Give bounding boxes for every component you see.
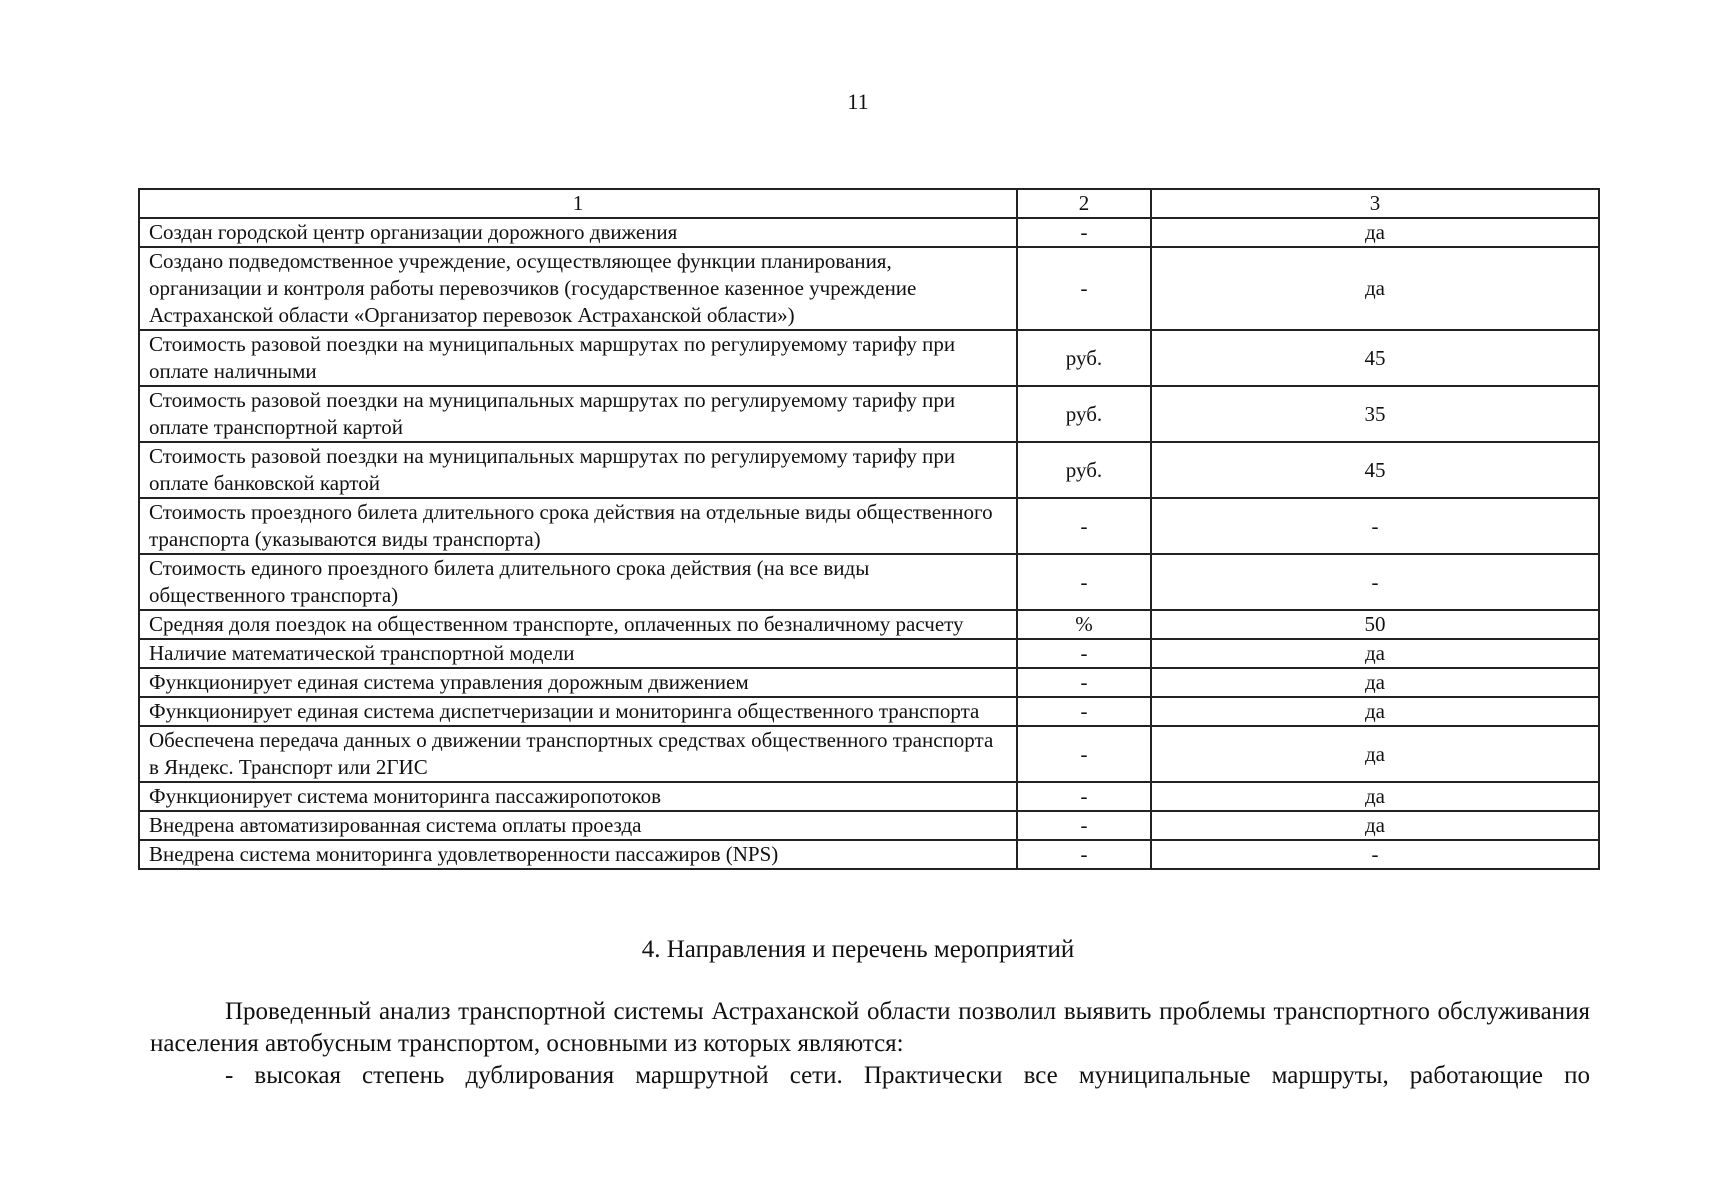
row-description: Функционирует единая система управления дорожным движением [139, 668, 1017, 697]
row-unit: руб. [1017, 386, 1151, 442]
table-row [139, 386, 1599, 442]
header-col-3: 3 [1151, 189, 1599, 218]
row-description: Стоимость разовой поездки на муниципальных маршрутах по регулируемому тарифу при оплате транспортной картой [139, 386, 1017, 442]
row-value: да [1151, 668, 1599, 697]
body-paragraph: Проведенный анализ транспортной системы Астраханской области позволил выявить проблемы транспортного обслуживания населения автобусным транспортом, основными из которых являются: [150, 998, 1590, 1057]
indicators-table-wrapper [138, 188, 1598, 870]
row-description: Внедрена система мониторинга удовлетворенности пассажиров (NPS) [139, 840, 1017, 869]
row-description: Стоимость разовой поездки на муниципальных маршрутах по регулируемому тарифу при оплате наличными [139, 330, 1017, 386]
table-body [139, 218, 1599, 869]
row-value: - [1151, 840, 1599, 869]
row-description: Стоимость проездного билета длительного срока действия на отдельные виды общественного транспорта (указываются виды транспорта) [139, 498, 1017, 554]
row-unit: % [1017, 610, 1151, 639]
table-row [139, 697, 1599, 726]
row-description: Обеспечена передача данных о движении транспортных средствах общественного транспорта в Яндекс. Транспорт или 2ГИС [139, 726, 1017, 782]
row-description: Создан городской центр организации дорожного движения [139, 218, 1017, 247]
row-description: Стоимость единого проездного билета длительного срока действия (на все виды общественного транспорта) [139, 554, 1017, 610]
row-value: 45 [1151, 442, 1599, 498]
body-paragraph: - высокая степень дублирования маршрутной сети. Практически все муниципальные маршруты, работающие по [225, 1062, 1590, 1089]
row-description: Средняя доля поездок на общественном транспорте, оплаченных по безналичному расчету [139, 610, 1017, 639]
row-value: 35 [1151, 386, 1599, 442]
page-number: 11 [847, 89, 869, 114]
table-row [139, 554, 1599, 610]
row-value: да [1151, 639, 1599, 668]
row-unit: - [1017, 498, 1151, 554]
row-value: 50 [1151, 610, 1599, 639]
row-unit: - [1017, 668, 1151, 697]
row-description: Функционирует единая система диспетчеризации и мониторинга общественного транспорта [139, 697, 1017, 726]
row-value: да [1151, 697, 1599, 726]
row-unit: руб. [1017, 330, 1151, 386]
table-row [139, 811, 1599, 840]
row-value: да [1151, 811, 1599, 840]
row-description: Создано подведомственное учреждение, осуществляющее функции планирования, организации и контроля работы перевозчиков (государственное казенное учреждение Астраханской области «Организатор перевозок Астраханской области») [139, 247, 1017, 330]
row-description: Стоимость разовой поездки на муниципальных маршрутах по регулируемому тарифу при оплате банковской картой [139, 442, 1017, 498]
row-value: - [1151, 554, 1599, 610]
table-row [139, 247, 1599, 330]
row-value: да [1151, 726, 1599, 782]
table-row [139, 218, 1599, 247]
row-description: Наличие математической транспортной модели [139, 639, 1017, 668]
table-row [139, 726, 1599, 782]
header-col-1: 1 [139, 189, 1017, 218]
row-description: Внедрена автоматизированная система оплаты проезда [139, 811, 1017, 840]
table-row [139, 442, 1599, 498]
row-unit: - [1017, 639, 1151, 668]
table-row [139, 668, 1599, 697]
row-unit: - [1017, 697, 1151, 726]
table-row [139, 498, 1599, 554]
row-unit: - [1017, 554, 1151, 610]
header-col-2: 2 [1017, 189, 1151, 218]
indicators-table [138, 188, 1600, 870]
row-unit: - [1017, 782, 1151, 811]
table-row [139, 610, 1599, 639]
section-title: 4. Направления и перечень мероприятий [641, 936, 1075, 963]
table-header [139, 189, 1599, 218]
row-unit: - [1017, 218, 1151, 247]
row-description: Функционирует система мониторинга пассажиропотоков [139, 782, 1017, 811]
row-unit: руб. [1017, 442, 1151, 498]
row-value: да [1151, 782, 1599, 811]
row-value: да [1151, 218, 1599, 247]
row-value: - [1151, 498, 1599, 554]
row-unit: - [1017, 247, 1151, 330]
row-value: да [1151, 247, 1599, 330]
row-value: 45 [1151, 330, 1599, 386]
row-unit: - [1017, 726, 1151, 782]
section-body [150, 996, 1590, 1092]
row-unit: - [1017, 811, 1151, 840]
table-row [139, 639, 1599, 668]
table-row [139, 840, 1599, 869]
table-row [139, 782, 1599, 811]
header-row [139, 189, 1599, 218]
table-row [139, 330, 1599, 386]
row-unit: - [1017, 840, 1151, 869]
